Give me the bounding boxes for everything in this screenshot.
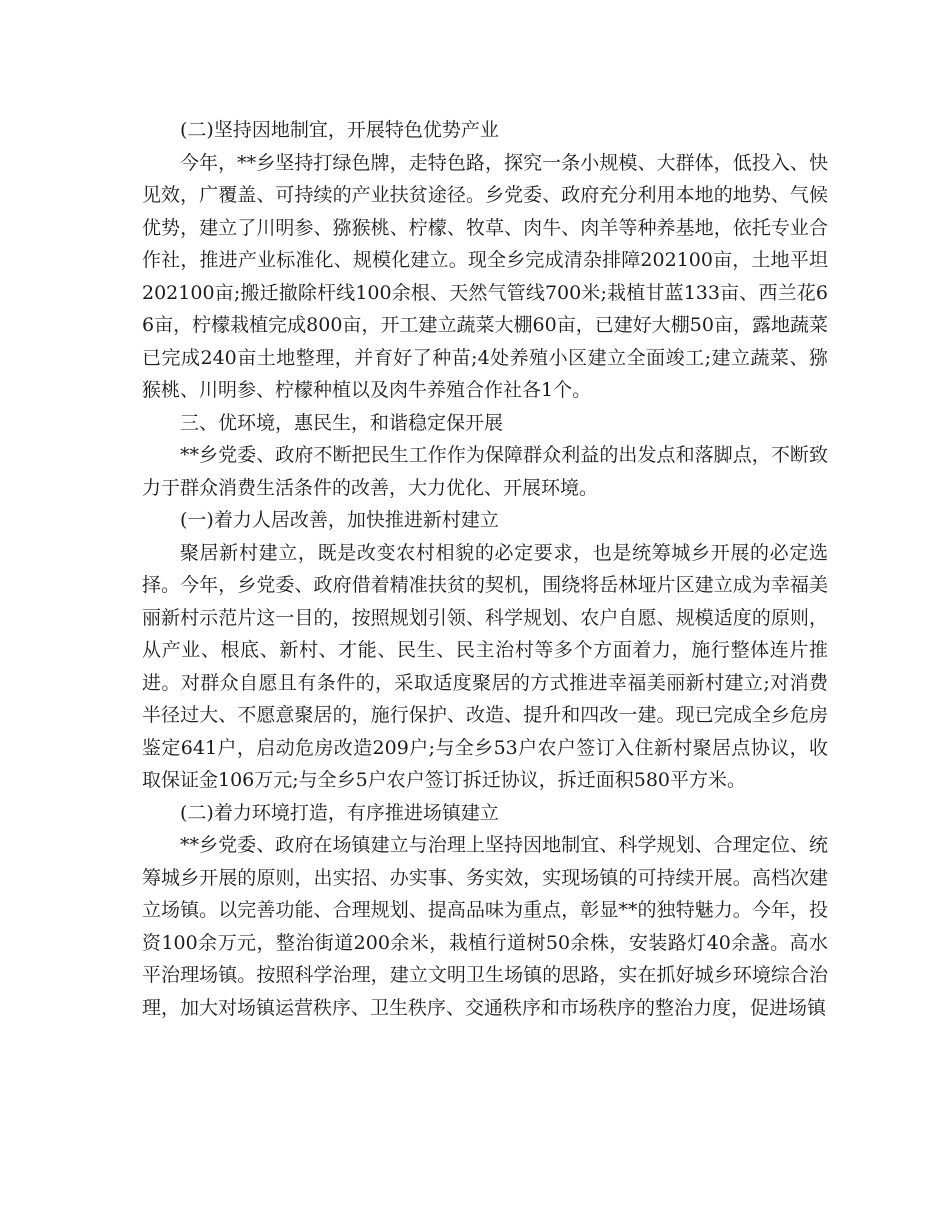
document-body xyxy=(142,114,828,1024)
body-paragraph: 今年，**乡坚持打绿色牌，走特色路，探究一条小规模、大群体，低投入、快见效，广覆盖、可持续的产业扶贫途径。乡党委、政府充分利用本地的地势、气候优势，建立了川明参、猕猴桃、柠檬、牧草、肉牛、肉羊等种养基地，依托专业合作社，推进产业标准化、规模化建立。现全乡完成清杂排障202100亩，土地平坦202100亩;搬迁撤除杆线100余根、天然气管线700米;栽植甘蓝133亩、西兰花66亩，柠檬栽植完成800亩，开工建立蔬菜大棚60亩，已建好大棚50亩，露地蔬菜已完成240亩土地整理，并育好了种苗;4处养殖小区建立全面竣工;建立蔬菜、猕猴桃、川明参、柠檬种植以及肉牛养殖合作社各1个。 xyxy=(142,151,828,401)
section-heading: (二)着力环境打造，有序推进场镇建立 xyxy=(180,801,499,824)
section-heading: (二)坚持因地制宜，开展特色优势产业 xyxy=(180,119,499,141)
section-heading: (一)着力人居改善，加快推进新村建立 xyxy=(180,509,499,531)
body-paragraph: 聚居新村建立，既是改变农村相貌的必定要求，也是统筹城乡开展的必定选择。今年，乡党委、政府借着精准扶贫的契机，围绕将岳林垭片区建立成为幸福美丽新村示范片这一目的，按照规划引领、科学规划、农户自愿、规模适度的原则，从产业、根底、新村、才能、民生、民主治村等多个方面着力，施行整体连片推进。对群众自愿且有条件的，采取适度聚居的方式推进幸福美丽新村建立;对消费半径过大、不愿意聚居的，施行保护、改造、提升和四改一建。现已完成全乡危房鉴定641户，启动危房改造209户;与全乡53户农户签订入住新村聚居点协议，收取保证金106万元;与全乡5户农户签订拆迁协议，拆迁面积580平方米。 xyxy=(142,541,828,791)
body-paragraph: **乡党委、政府不断把民生工作作为保障群众利益的出发点和落脚点，不断致力于群众消费生活条件的改善，大力优化、开展环境。 xyxy=(142,444,828,499)
body-paragraph: **乡党委、政府在场镇建立与治理上坚持因地制宜、科学规划、合理定位、统筹城乡开展的原则，出实招、办实事、务实效，实现场镇的可持续开展。高档次建立场镇。以完善功能、合理规划、提高品味为重点，彰显**的独特魅力。今年，投资100余万元，整治街道200余米，栽植行道树50余株，安装路灯40余盏。高水平治理场镇。按照科学治理，建立文明卫生场镇的思路，实在抓好城乡环境综合治理，加大对场镇运营秩序、卫生秩序、交通秩序和市场秩序的整治力度，促进场镇 xyxy=(142,834,828,1019)
section-heading: 三、优环境，惠民生，和谐稳定保开展 xyxy=(180,411,504,434)
